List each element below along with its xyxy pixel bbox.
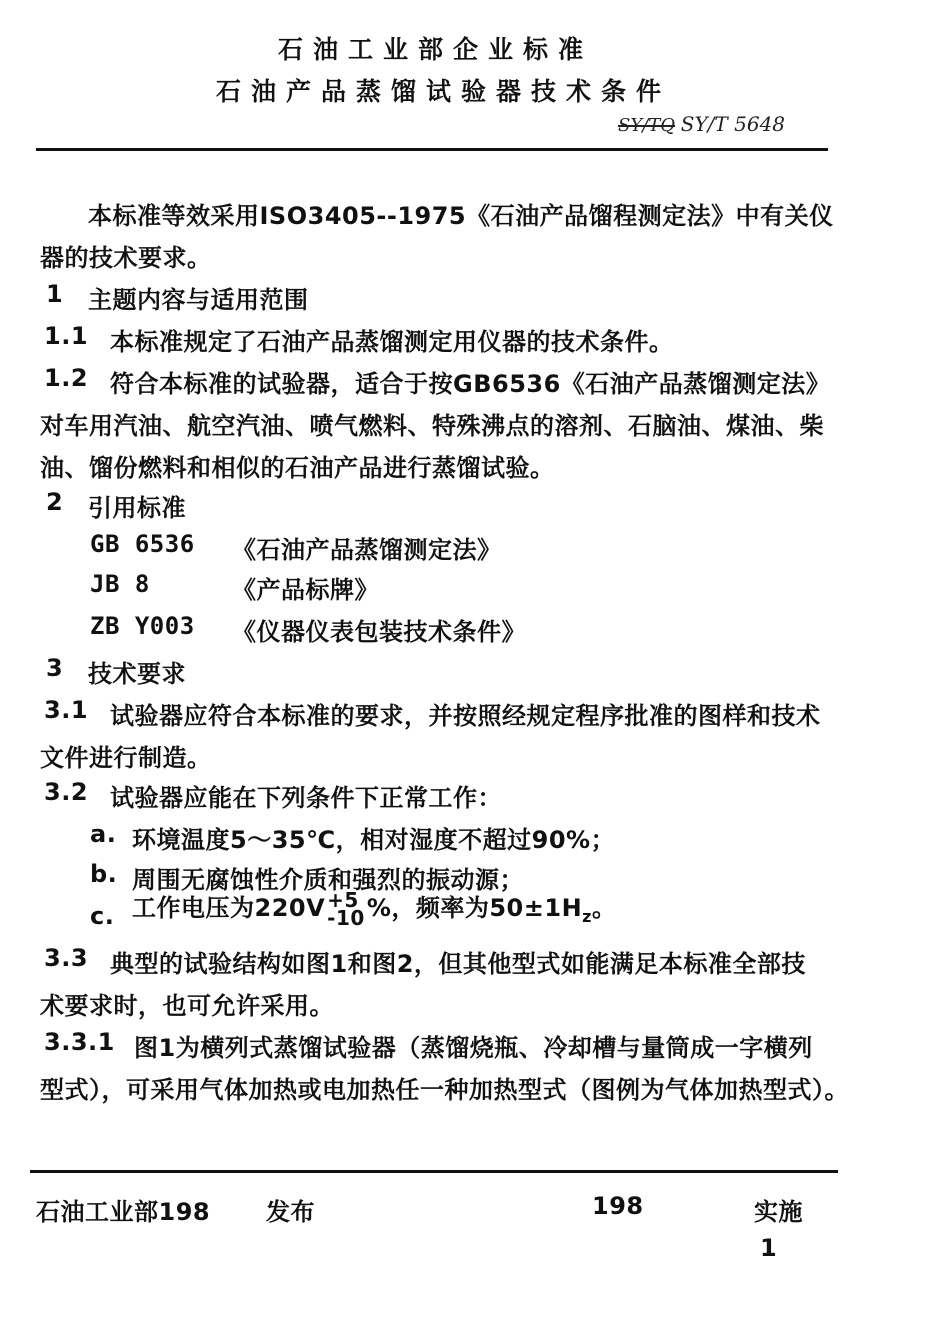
clause-1-1-number: 1.1 xyxy=(44,322,89,350)
clause-3-1-line-1: 试验器应符合本标准的要求，并按照经规定程序批准的图样和技术 xyxy=(110,702,821,730)
page-number: 1 xyxy=(760,1234,778,1262)
clause-3-1-line-2: 文件进行制造。 xyxy=(40,744,212,772)
standard-code xyxy=(618,112,785,136)
clause-3-3-1-line-2: 型式），可采用气体加热或电加热任一种加热型式（图例为气体加热型式）。 xyxy=(40,1076,849,1104)
section-3-title: 技术要求 xyxy=(88,660,186,688)
clause-3-3-1-number: 3.3.1 xyxy=(44,1028,115,1056)
clause-1-2-line-3: 油、馏份燃料和相似的石油产品进行蒸馏试验。 xyxy=(40,454,555,482)
tolerance-minus: -10 xyxy=(327,906,365,930)
ref-1-name: 《石油产品蒸馏测定法》 xyxy=(232,536,502,564)
section-2-title: 引用标准 xyxy=(88,494,186,522)
item-c-unit-subscript: z xyxy=(582,907,592,926)
clause-3-2-text: 试验器应能在下列条件下正常工作： xyxy=(110,784,502,812)
footer-divider xyxy=(30,1170,838,1173)
tolerance-plus: +5 xyxy=(327,888,359,912)
clause-3-2-number: 3.2 xyxy=(44,778,89,806)
ref-2-code: JB 8 xyxy=(90,570,150,598)
item-c-voltage: 工作电压为220V xyxy=(132,894,326,922)
section-2-number: 2 xyxy=(46,488,64,516)
item-a-label: a. xyxy=(90,820,117,848)
standard-code-struck: SY/TQ xyxy=(618,115,676,136)
ref-1-code: GB 6536 xyxy=(90,530,195,558)
clause-1-1-text: 本标准规定了石油产品蒸馏测定用仪器的技术条件。 xyxy=(110,328,674,356)
section-1-number: 1 xyxy=(46,280,64,308)
section-1-title: 主题内容与适用范围 xyxy=(88,286,309,314)
clause-3-3-1-line-1: 图1为横列式蒸馏试验器（蒸馏烧瓶、冷却槽与量筒成一字横列 xyxy=(134,1034,813,1062)
clause-1-2-line-1: 符合本标准的试验器，适合于按GB6536《石油产品蒸馏测定法》 xyxy=(110,370,831,398)
footer-implement-label: 实施 xyxy=(754,1198,803,1226)
clause-3-1-number: 3.1 xyxy=(44,696,89,724)
item-b-label: b. xyxy=(90,860,118,888)
item-c-text xyxy=(132,888,617,930)
clause-1-2-line-2: 对车用汽油、航空汽油、喷气燃料、特殊沸点的溶剂、石脑油、煤油、柴 xyxy=(40,412,824,440)
footer-issue-label: 发布 xyxy=(266,1198,315,1226)
ref-3-name: 《仪器仪表包装技术条件》 xyxy=(232,618,526,646)
clause-3-3-line-1: 典型的试验结构如图1和图2，但其他型式如能满足本标准全部技 xyxy=(110,950,806,978)
footer-year: 198 xyxy=(592,1192,644,1220)
clause-1-2-number: 1.2 xyxy=(44,364,89,392)
item-c-end: 。 xyxy=(591,894,617,922)
clause-3-3-line-2: 术要求时，也可允许采用。 xyxy=(40,992,334,1020)
item-c-frequency: %，频率为50±1H xyxy=(366,894,583,922)
item-c-label: c. xyxy=(90,902,115,930)
footer-issuer: 石油工业部198 xyxy=(36,1198,211,1226)
standard-code-handwritten: SY/T 5648 xyxy=(680,112,786,136)
voltage-tolerance xyxy=(327,888,365,930)
item-a-text: 环境温度5～35℃，相对湿度不超过90%； xyxy=(132,826,616,854)
ref-2-name: 《产品标牌》 xyxy=(232,576,379,604)
intro-line-2: 器的技术要求。 xyxy=(40,244,212,272)
section-3-number: 3 xyxy=(46,654,64,682)
header-divider xyxy=(36,148,828,151)
item-b-text: 周围无腐蚀性介质和强烈的振动源； xyxy=(132,866,524,894)
document-title: 石油产品蒸馏试验器技术条件 xyxy=(216,77,672,106)
ref-3-code: ZB Y003 xyxy=(90,612,195,640)
clause-3-3-number: 3.3 xyxy=(44,944,89,972)
org-standard-title: 石油工业部企业标准 xyxy=(278,35,594,64)
intro-line-1: 本标准等效采用ISO3405--1975《石油产品馏程测定法》中有关仪 xyxy=(88,202,834,230)
